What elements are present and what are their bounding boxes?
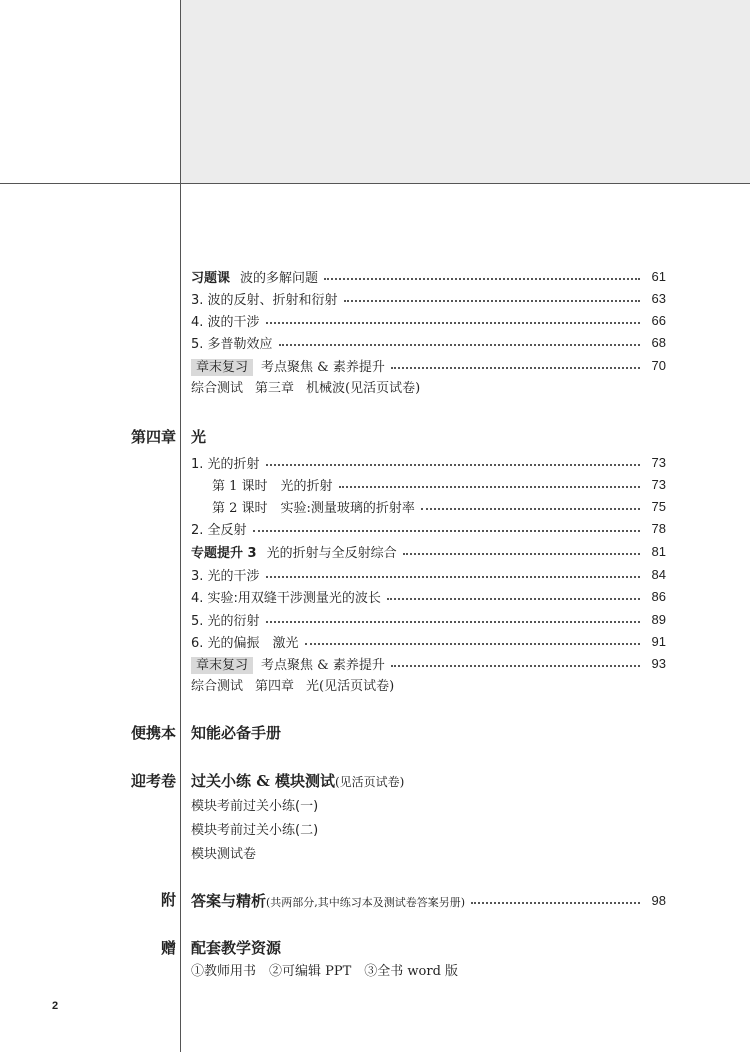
chapter-title[interactable]: 光	[191, 428, 207, 446]
exam-item[interactable]: 模块考前过关小练(二)	[191, 823, 319, 838]
page-ref: 78	[651, 520, 666, 536]
leader-dots	[421, 508, 640, 510]
toc-entry[interactable]: 5. 多普勒效应 68	[191, 334, 666, 352]
leader-dots	[403, 553, 640, 555]
toc-entry[interactable]: 3. 光的干涉 84	[191, 566, 666, 584]
leader-dots	[391, 665, 640, 667]
page-ref: 86	[651, 588, 666, 604]
page-ref: 98	[651, 892, 666, 908]
page-ref: 93	[651, 655, 666, 671]
toc-entry[interactable]: 5. 光的衍射 89	[191, 611, 666, 629]
page-ref: 63	[651, 290, 666, 306]
leader-dots	[391, 367, 640, 369]
review-tag: 章末复习	[191, 657, 253, 674]
page-ref: 84	[651, 566, 666, 582]
leader-dots	[471, 902, 640, 904]
gift-items: ①教师用书 ②可编辑 PPT ③全书 word 版	[191, 964, 459, 979]
toc-entry[interactable]: 4. 波的干涉 66	[191, 312, 666, 330]
header-gray-block	[181, 0, 750, 183]
page-ref: 68	[651, 334, 666, 350]
page-number: 2	[52, 1000, 59, 1012]
toc-entry-review[interactable]: 章末复习 考点聚焦 & 素养提升 93	[191, 653, 666, 673]
exam-item[interactable]: 模块考前过关小练(一)	[191, 799, 319, 814]
toc-entry[interactable]: 3. 波的反射、折射和衍射 63	[191, 290, 666, 308]
leader-dots	[266, 576, 640, 578]
toc-entry[interactable]: 6. 光的偏振 激光 91	[191, 633, 666, 651]
page-ref: 66	[651, 312, 666, 328]
toc-entry[interactable]: 习题课 波的多解问题 61	[191, 268, 666, 286]
page-ref: 75	[651, 498, 666, 514]
toc-entry[interactable]: 1. 光的折射 73	[191, 454, 666, 472]
leader-dots	[305, 643, 640, 645]
review-tag: 章末复习	[191, 359, 253, 376]
exam-label: 迎考卷	[130, 772, 176, 790]
page-ref: 91	[651, 633, 666, 649]
leader-dots	[387, 598, 640, 600]
page-ref: 61	[651, 268, 666, 284]
exam-item[interactable]: 模块测试卷	[191, 847, 257, 862]
leader-dots	[253, 530, 640, 532]
leader-dots	[324, 278, 640, 280]
gift-title[interactable]: 配套教学资源	[191, 939, 282, 957]
toc-test-entry[interactable]: 综合测试 第四章 光(见活页试卷)	[191, 679, 395, 694]
page-ref: 70	[651, 357, 666, 373]
toc-entry[interactable]: 专题提升 3 光的折射与全反射综合 81	[191, 543, 666, 561]
toc-entry-review[interactable]: 章末复习 考点聚焦 & 素养提升 70	[191, 355, 666, 375]
vertical-rule	[180, 0, 181, 1052]
appendix-entry[interactable]: 答案与精析(共两部分,其中练习本及测试卷答案另册) 98	[191, 891, 666, 910]
leader-dots	[266, 621, 640, 623]
exam-title[interactable]: 过关小练 & 模块测试(见活页试卷)	[191, 772, 405, 790]
leader-dots	[266, 322, 640, 324]
leader-dots	[279, 344, 640, 346]
horizontal-rule	[0, 183, 750, 184]
handbook-title[interactable]: 知能必备手册	[191, 724, 282, 742]
toc-test-entry[interactable]: 综合测试 第三章 机械波(见活页试卷)	[191, 381, 421, 396]
page-ref: 81	[651, 543, 666, 559]
chapter-label: 第四章	[130, 428, 176, 446]
leader-dots	[266, 464, 640, 466]
leader-dots	[344, 300, 640, 302]
gift-label: 赠	[160, 939, 176, 957]
toc-entry[interactable]: 2. 全反射 78	[191, 520, 666, 538]
page-ref: 73	[651, 454, 666, 470]
appendix-label: 附	[160, 891, 176, 909]
toc-subentry[interactable]: 第 2 课时 实验:测量玻璃的折射率 75	[212, 498, 666, 516]
toc-entry[interactable]: 4. 实验:用双缝干涉测量光的波长 86	[191, 588, 666, 606]
page-ref: 89	[651, 611, 666, 627]
leader-dots	[339, 486, 640, 488]
page-ref: 73	[651, 476, 666, 492]
toc-subentry[interactable]: 第 1 课时 光的折射 73	[212, 476, 666, 494]
handbook-label: 便携本	[130, 724, 176, 742]
